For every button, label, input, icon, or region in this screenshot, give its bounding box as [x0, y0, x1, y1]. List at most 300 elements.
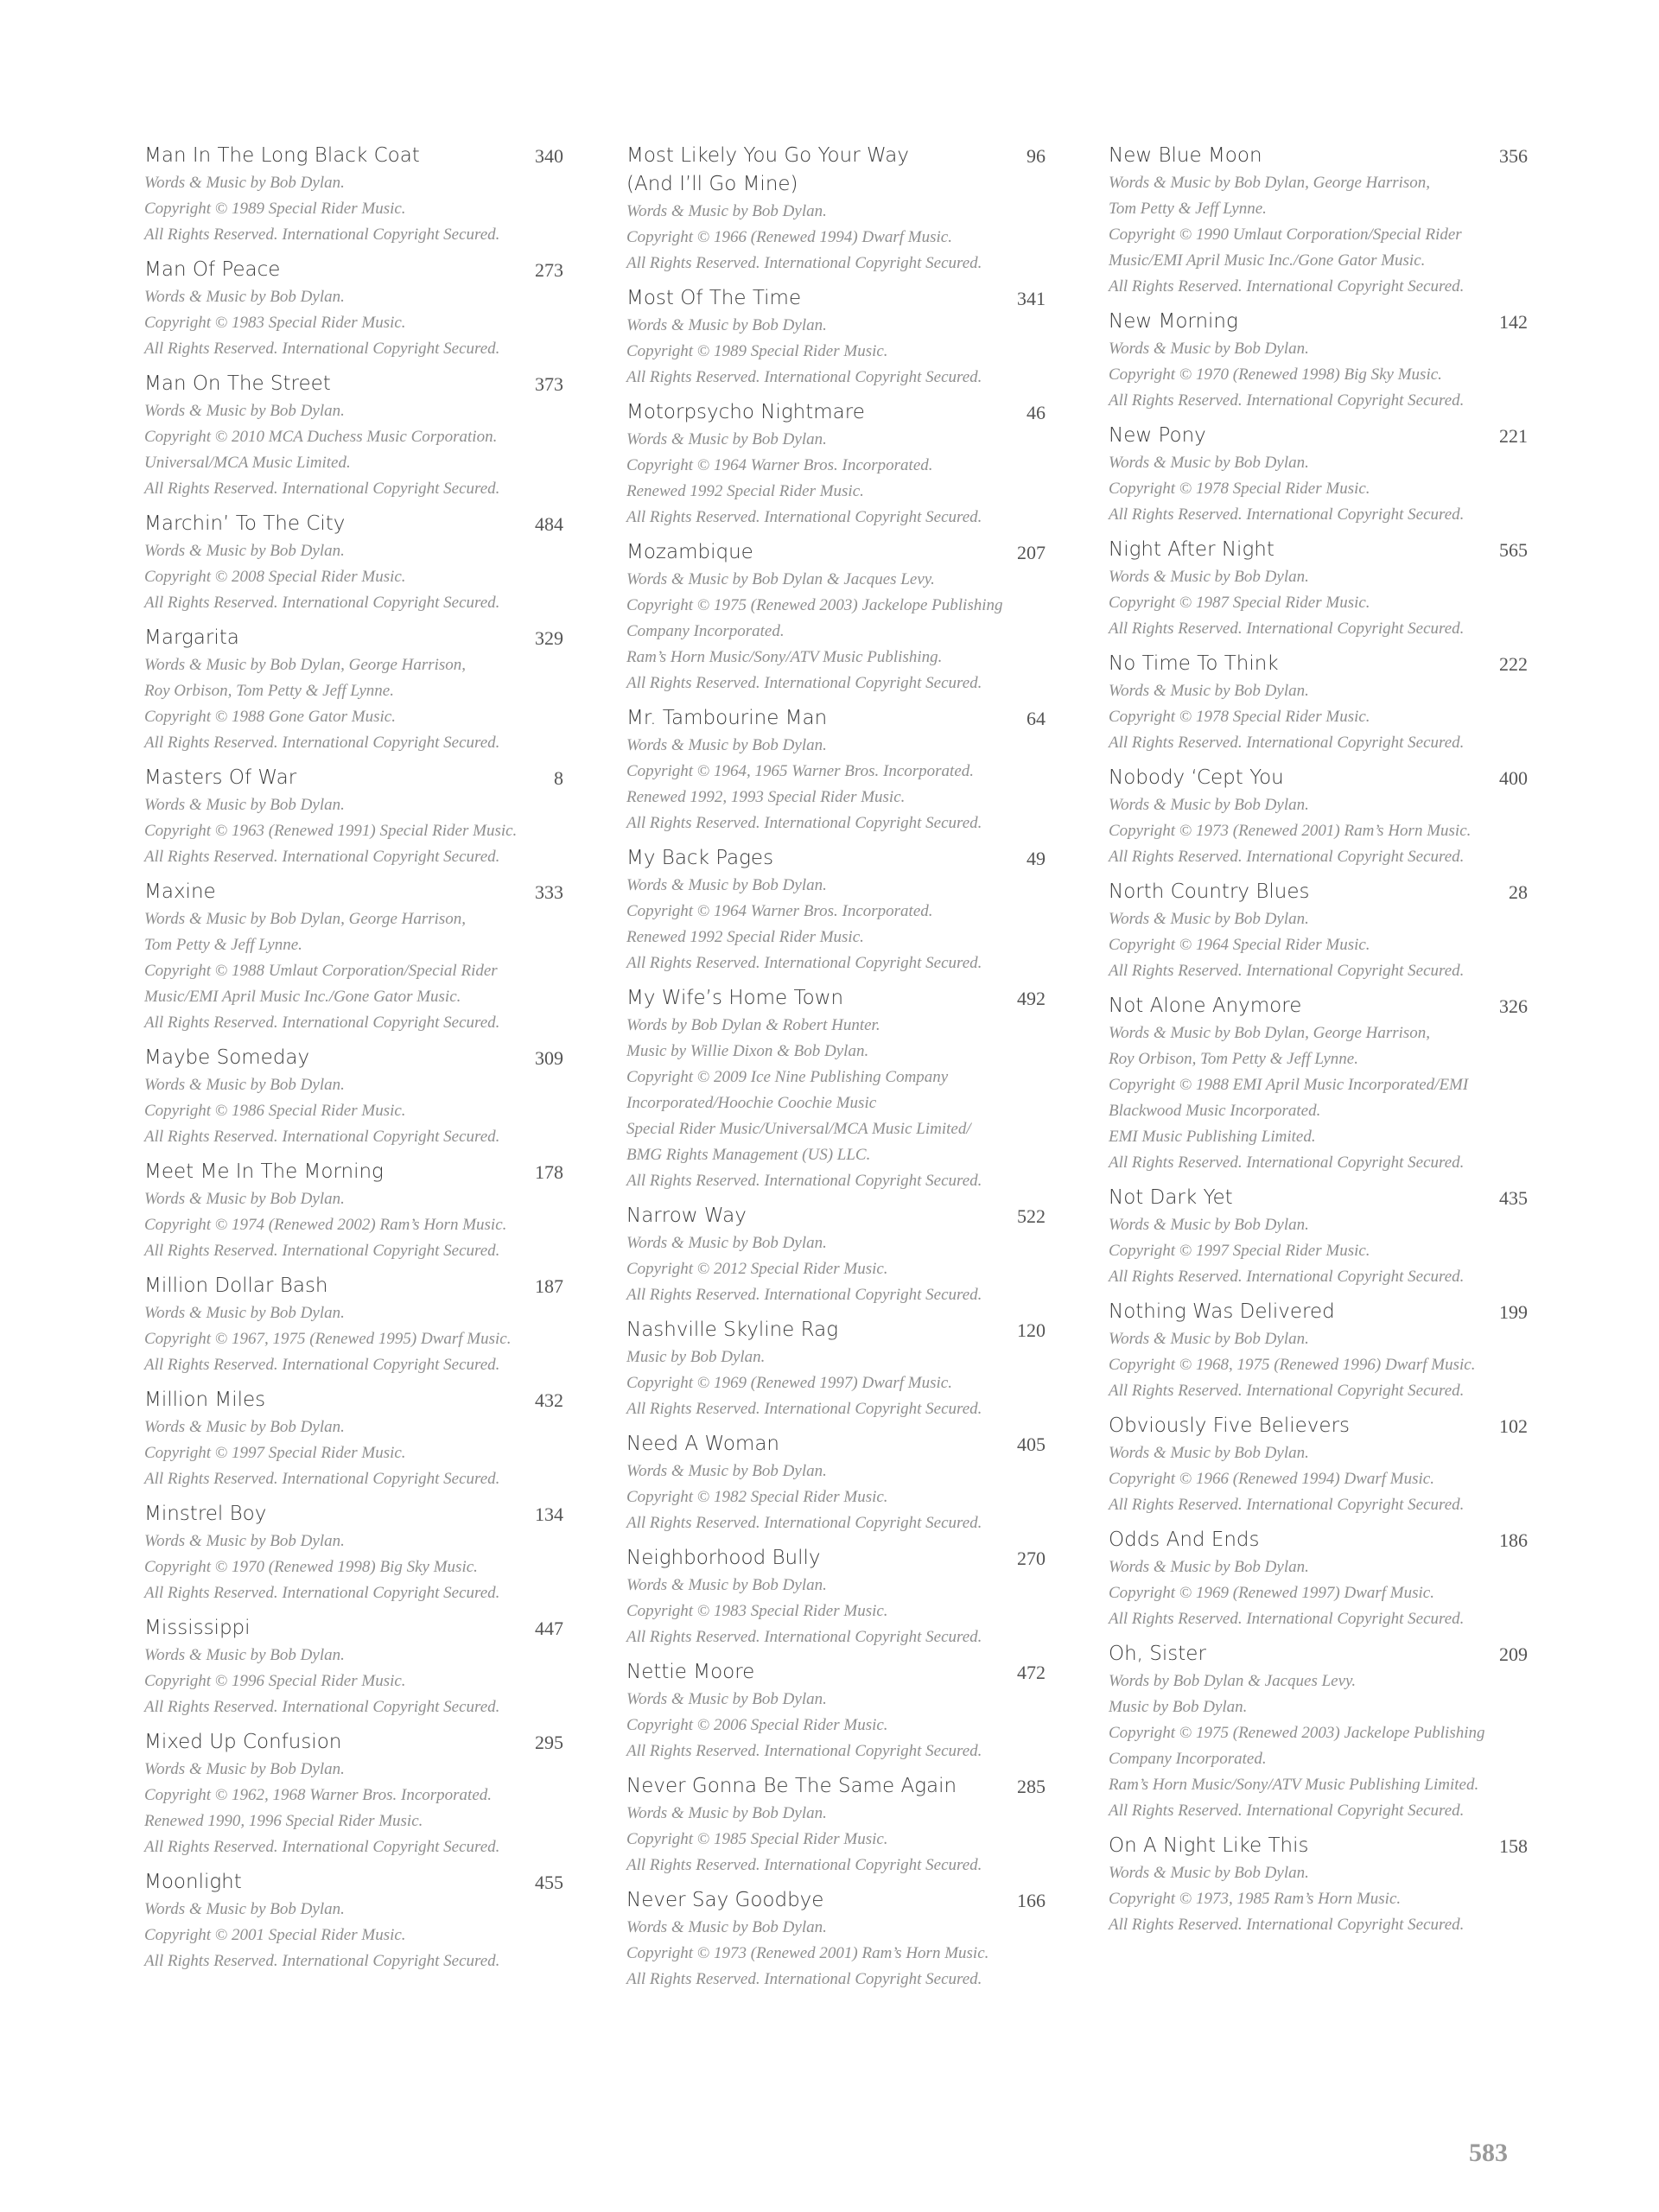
song-page-number: 405 — [1017, 1433, 1046, 1455]
song-title: Neighborhood Bully — [626, 1547, 821, 1569]
credit-line: Words by Bob Dylan & Robert Hunter. — [626, 1016, 880, 1034]
copyright-credits — [626, 1573, 1046, 1650]
credit-line: Words & Music by Bob Dylan. — [1109, 568, 1309, 586]
song-title: Not Dark Yet — [1109, 1186, 1233, 1209]
song-title-row — [626, 398, 1046, 427]
credit-line: Tom Petty & Jeff Lynne. — [1109, 200, 1267, 218]
song-title-row — [1109, 1832, 1528, 1860]
credit-line: Copyright © 1989 Special Rider Music. — [144, 200, 406, 218]
credit-line: Copyright © 2012 Special Rider Music. — [626, 1260, 888, 1278]
credit-line: All Rights Reserved. International Copyright Secured. — [626, 1514, 982, 1532]
song-entry — [144, 1868, 563, 1974]
credit-line: Words & Music by Bob Dylan. — [144, 1900, 345, 1918]
copyright-credits — [626, 873, 1046, 976]
song-page-number: 341 — [1017, 288, 1046, 309]
song-entry — [1109, 422, 1528, 528]
song-entry — [626, 1886, 1046, 1993]
song-page-number: 455 — [535, 1872, 563, 1893]
credit-line: Music/EMI April Music Inc./Gone Gator Music. — [144, 988, 461, 1006]
credit-line: All Rights Reserved. International Copyright Secured. — [144, 1698, 500, 1716]
copyright-credits — [144, 170, 563, 248]
song-page-number: 435 — [1499, 1187, 1528, 1209]
credit-line: Music/EMI April Music Inc./Gone Gator Music. — [1109, 251, 1426, 270]
credit-line: Copyright © 1975 (Renewed 2003) Jackelope Publishing — [626, 596, 1003, 614]
credit-line: Words & Music by Bob Dylan. — [144, 1760, 345, 1778]
song-title-row — [626, 142, 1046, 199]
song-entry — [1109, 1184, 1528, 1290]
song-page-number: 207 — [1017, 542, 1046, 563]
song-title: Million Dollar Bash — [144, 1274, 328, 1297]
song-page-number: 102 — [1499, 1415, 1528, 1437]
credit-line: All Rights Reserved. International Copyright Secured. — [1109, 1916, 1465, 1934]
song-entry — [144, 624, 563, 756]
credit-line: Words & Music by Bob Dylan. — [144, 542, 345, 560]
credit-line: Words & Music by Bob Dylan. — [144, 1646, 345, 1664]
credit-line: All Rights Reserved. International Copyright Secured. — [144, 1838, 500, 1856]
credit-line: All Rights Reserved. International Copyright Secured. — [1109, 962, 1465, 980]
copyright-credits — [626, 733, 1046, 836]
copyright-credits — [144, 1414, 563, 1492]
credit-line: Copyright © 1964 Special Rider Music. — [1109, 936, 1370, 954]
copyright-credits — [1109, 1440, 1528, 1518]
song-title: Need A Woman — [626, 1433, 780, 1455]
song-entry — [626, 398, 1046, 531]
song-page-number: 273 — [535, 259, 563, 281]
copyright-credits — [1109, 170, 1528, 300]
credit-line: Copyright © 2009 Ice Nine Publishing Company — [626, 1068, 949, 1086]
credit-line: Words & Music by Bob Dylan. — [1109, 1216, 1309, 1234]
song-title-row — [626, 1886, 1046, 1915]
song-entry — [144, 1158, 563, 1264]
copyright-credits — [1109, 564, 1528, 642]
song-title-row — [144, 764, 563, 792]
song-title: Mozambique — [626, 541, 753, 563]
credit-line: Music by Bob Dylan. — [626, 1348, 766, 1366]
song-page-number: 333 — [535, 881, 563, 903]
song-page-number: 340 — [535, 145, 563, 167]
song-title-row — [1109, 650, 1528, 678]
copyright-credits — [144, 1300, 563, 1378]
credit-line: All Rights Reserved. International Copyright Secured. — [144, 340, 500, 358]
song-title-row — [144, 1272, 563, 1300]
credit-line: Renewed 1992 Special Rider Music. — [626, 482, 864, 500]
credit-line: Words & Music by Bob Dylan & Jacques Levy. — [626, 570, 935, 588]
song-entry — [626, 538, 1046, 696]
song-entry — [626, 704, 1046, 836]
song-page-number: 134 — [535, 1503, 563, 1525]
credit-line: Words & Music by Bob Dylan. — [144, 1532, 345, 1550]
song-title-row — [144, 370, 563, 398]
credit-line: Words & Music by Bob Dylan. — [1109, 1330, 1309, 1348]
song-title: Margarita — [144, 626, 239, 649]
song-title-row — [626, 1772, 1046, 1801]
song-title-row — [1109, 1298, 1528, 1326]
credit-line: Copyright © 1983 Special Rider Music. — [626, 1602, 888, 1620]
credit-line: All Rights Reserved. International Copyright Secured. — [1109, 505, 1465, 524]
song-entry — [144, 1614, 563, 1720]
song-title-row — [626, 984, 1046, 1013]
song-title: Maxine — [144, 880, 216, 903]
song-entry — [1109, 878, 1528, 984]
credit-line: Words & Music by Bob Dylan. — [144, 402, 345, 420]
song-title-row — [626, 704, 1046, 733]
credit-line: All Rights Reserved. International Copyright Secured. — [144, 1128, 500, 1146]
song-title-row — [144, 142, 563, 170]
song-title: Narrow Way — [626, 1205, 747, 1227]
copyright-credits — [1109, 678, 1528, 756]
copyright-credits — [144, 1643, 563, 1720]
song-title-row — [626, 1430, 1046, 1459]
credit-line: Copyright © 1969 (Renewed 1997) Dwarf Music. — [626, 1374, 952, 1392]
song-title-row — [626, 1316, 1046, 1344]
song-title: Oh, Sister — [1109, 1643, 1206, 1665]
copyright-credits — [1109, 450, 1528, 528]
song-title-row — [1109, 536, 1528, 564]
copyright-credits — [144, 538, 563, 616]
credit-line: All Rights Reserved. International Copyright Secured. — [626, 674, 982, 692]
copyright-credits — [144, 1186, 563, 1264]
song-page-number: 187 — [535, 1275, 563, 1297]
credit-line: Copyright © 2006 Special Rider Music. — [626, 1716, 888, 1734]
copyright-credits — [144, 792, 563, 870]
song-title: Never Gonna Be The Same Again — [626, 1775, 957, 1797]
song-page-number: 186 — [1499, 1529, 1528, 1551]
song-title: Moonlight — [144, 1871, 242, 1893]
credit-line: All Rights Reserved. International Copyright Secured. — [1109, 1154, 1465, 1172]
credit-line: Copyright © 1973 (Renewed 2001) Ram’s Horn Music. — [1109, 822, 1471, 840]
song-title-row — [144, 256, 563, 284]
song-entry — [144, 764, 563, 870]
credit-line: All Rights Reserved. International Copyright Secured. — [1109, 848, 1465, 866]
song-title: Mississippi — [144, 1617, 251, 1639]
song-title-row — [144, 1386, 563, 1414]
copyright-credits — [144, 284, 563, 362]
copyright-credits — [144, 906, 563, 1036]
copyright-credits — [144, 652, 563, 756]
credit-line: All Rights Reserved. International Copyright Secured. — [1109, 1496, 1465, 1514]
credit-line: All Rights Reserved. International Copyright Secured. — [1109, 1382, 1465, 1400]
credit-line: Roy Orbison, Tom Petty & Jeff Lynne. — [144, 682, 394, 700]
credit-line: Copyright © 1987 Special Rider Music. — [1109, 594, 1370, 612]
credit-line: Copyright © 1985 Special Rider Music. — [626, 1830, 888, 1848]
song-title-row — [144, 1614, 563, 1643]
song-title-row — [144, 878, 563, 906]
song-page-number: 96 — [1027, 145, 1046, 167]
credit-line: Universal/MCA Music Limited. — [144, 454, 351, 472]
copyright-credits — [1109, 1212, 1528, 1290]
credit-line: Copyright © 1966 (Renewed 1994) Dwarf Music. — [626, 228, 952, 246]
credit-line: Copyright © 1966 (Renewed 1994) Dwarf Music. — [1109, 1470, 1434, 1488]
song-title-row — [1109, 142, 1528, 170]
song-title: New Blue Moon — [1109, 144, 1262, 167]
song-page-number: 522 — [1017, 1205, 1046, 1227]
credit-line: Words & Music by Bob Dylan, George Harrison, — [144, 656, 467, 674]
song-entry — [626, 1202, 1046, 1308]
song-page-number: 222 — [1499, 653, 1528, 675]
copyright-credits — [144, 1529, 563, 1606]
credit-line: Words & Music by Bob Dylan. — [626, 430, 827, 448]
copyright-credits — [1109, 792, 1528, 870]
credit-line: Copyright © 1986 Special Rider Music. — [144, 1102, 406, 1120]
credit-line: All Rights Reserved. International Copyright Secured. — [626, 814, 982, 832]
credit-line: Copyright © 1978 Special Rider Music. — [1109, 480, 1370, 498]
song-title-row — [144, 1500, 563, 1529]
credit-line: Words & Music by Bob Dylan. — [626, 1804, 827, 1822]
credit-line: All Rights Reserved. International Copyright Secured. — [144, 1952, 500, 1970]
copyright-credits — [144, 398, 563, 502]
song-entry — [144, 1044, 563, 1150]
credit-line: All Rights Reserved. International Copyright Secured. — [1109, 734, 1465, 752]
song-title-row — [626, 284, 1046, 313]
song-page-number: 356 — [1499, 145, 1528, 167]
song-title: Minstrel Boy — [144, 1503, 267, 1525]
song-entry — [1109, 142, 1528, 300]
credit-line: Copyright © 1988 EMI April Music Incorporated/EMI — [1109, 1076, 1469, 1094]
song-title-row — [144, 1868, 563, 1897]
song-title-row — [626, 1658, 1046, 1687]
song-entry — [1109, 1298, 1528, 1404]
credit-line: All Rights Reserved. International Copyright Secured. — [144, 848, 500, 866]
credit-line: Words & Music by Bob Dylan. — [1109, 340, 1309, 358]
song-title: Nobody ‘Cept You — [1109, 766, 1284, 789]
index-column-1 — [144, 142, 563, 1982]
song-title: Nettie Moore — [626, 1661, 755, 1683]
song-title: Man In The Long Black Coat — [144, 144, 420, 167]
credit-line: All Rights Reserved. International Copyright Secured. — [144, 734, 500, 752]
song-entry — [626, 1772, 1046, 1878]
credit-line: All Rights Reserved. International Copyright Secured. — [1109, 277, 1465, 296]
song-entry — [626, 142, 1046, 276]
credit-line: Copyright © 1990 Umlaut Corporation/Special Rider — [1109, 226, 1462, 244]
credit-line: Words & Music by Bob Dylan. — [144, 174, 345, 192]
credit-line: Ram’s Horn Music/Sony/ATV Music Publishing Limited. — [1109, 1776, 1479, 1794]
credit-line: Copyright © 1970 (Renewed 1998) Big Sky Music. — [144, 1558, 478, 1576]
song-entry — [626, 1658, 1046, 1764]
credit-line: All Rights Reserved. International Copyright Secured. — [1109, 1610, 1465, 1628]
song-title: Man Of Peace — [144, 258, 281, 281]
credit-line: Copyright © 2001 Special Rider Music. — [144, 1926, 406, 1944]
song-entry — [144, 1386, 563, 1492]
song-title-row — [1109, 422, 1528, 450]
song-entry — [144, 1272, 563, 1378]
song-title: My Back Pages — [626, 847, 774, 869]
song-page-number: 472 — [1017, 1662, 1046, 1683]
credit-line: All Rights Reserved. International Copyright Secured. — [626, 1400, 982, 1418]
credit-line: Ram’s Horn Music/Sony/ATV Music Publishing. — [626, 648, 943, 666]
copyright-credits — [1109, 1554, 1528, 1632]
song-page-number: 28 — [1509, 881, 1528, 903]
credit-line: Words & Music by Bob Dylan. — [626, 316, 827, 334]
credit-line: Blackwood Music Incorporated. — [1109, 1102, 1321, 1120]
copyright-credits — [626, 199, 1046, 276]
credit-line: Copyright © 1973, 1985 Ram’s Horn Music. — [1109, 1890, 1402, 1908]
song-title: Most Likely You Go Your Way (And I’ll Go Mine) — [626, 144, 909, 195]
song-entry — [144, 256, 563, 362]
credit-line: Words & Music by Bob Dylan. — [144, 1076, 345, 1094]
copyright-credits — [626, 1801, 1046, 1878]
song-title-row — [626, 1202, 1046, 1230]
copyright-credits — [626, 1915, 1046, 1993]
song-page-number: 166 — [1017, 1890, 1046, 1911]
credit-line: Copyright © 1970 (Renewed 1998) Big Sky Music. — [1109, 365, 1442, 384]
credit-line: Words by Bob Dylan & Jacques Levy. — [1109, 1672, 1357, 1690]
credit-line: Words & Music by Bob Dylan. — [1109, 796, 1309, 814]
credit-line: All Rights Reserved. International Copyright Secured. — [626, 368, 982, 386]
credit-line: Words & Music by Bob Dylan. — [1109, 682, 1309, 700]
credit-line: Company Incorporated. — [1109, 1750, 1267, 1768]
song-title: New Morning — [1109, 310, 1238, 333]
credit-line: All Rights Reserved. International Copyright Secured. — [626, 1628, 982, 1646]
copyright-credits — [144, 1757, 563, 1860]
credit-line: Words & Music by Bob Dylan. — [1109, 454, 1309, 472]
credit-line: Company Incorporated. — [626, 622, 785, 640]
credit-line: All Rights Reserved. International Copyright Secured. — [626, 1742, 982, 1760]
song-title: Meet Me In The Morning — [144, 1160, 384, 1183]
credit-line: Copyright © 1964, 1965 Warner Bros. Incorporated. — [626, 762, 974, 780]
song-title: Never Say Goodbye — [626, 1889, 824, 1911]
copyright-credits — [626, 313, 1046, 391]
credit-line: Copyright © 1988 Umlaut Corporation/Special Rider — [144, 962, 498, 980]
credit-line: All Rights Reserved. International Copyright Secured. — [144, 226, 500, 244]
page-number: 583 — [1469, 2139, 1508, 2167]
credit-line: Copyright © 1978 Special Rider Music. — [1109, 708, 1370, 726]
credit-line: All Rights Reserved. International Copyright Secured. — [144, 594, 500, 612]
copyright-credits — [1109, 336, 1528, 414]
song-title: Million Miles — [144, 1389, 266, 1411]
song-page-number: 178 — [535, 1161, 563, 1183]
song-entry — [626, 284, 1046, 391]
song-page-number: 400 — [1499, 767, 1528, 789]
credit-line: Words & Music by Bob Dylan. — [144, 1304, 345, 1322]
credit-line: All Rights Reserved. International Copyright Secured. — [144, 1470, 500, 1488]
credit-line: Words & Music by Bob Dylan. — [626, 1918, 827, 1936]
credit-line: All Rights Reserved. International Copyright Secured. — [1109, 620, 1465, 638]
song-page-number: 326 — [1499, 995, 1528, 1017]
credit-line: Copyright © 1973 (Renewed 2001) Ram’s Horn Music. — [626, 1944, 989, 1962]
song-title-row — [144, 1044, 563, 1072]
credit-line: All Rights Reserved. International Copyright Secured. — [144, 1356, 500, 1374]
credit-line: Words & Music by Bob Dylan. — [626, 1234, 827, 1252]
credit-line: Words & Music by Bob Dylan. — [626, 736, 827, 754]
copyright-credits — [1109, 1020, 1528, 1176]
credit-line: Words & Music by Bob Dylan. — [1109, 910, 1309, 928]
song-page-number: 199 — [1499, 1301, 1528, 1323]
copyright-credits — [626, 1687, 1046, 1764]
song-entry — [1109, 1832, 1528, 1938]
song-title: New Pony — [1109, 424, 1206, 447]
credit-line: All Rights Reserved. International Copyright Secured. — [626, 254, 982, 272]
credit-line: All Rights Reserved. International Copyright Secured. — [144, 1584, 500, 1602]
song-entry — [626, 1544, 1046, 1650]
song-entry — [626, 844, 1046, 976]
song-page-number: 158 — [1499, 1835, 1528, 1857]
song-entry — [1109, 992, 1528, 1176]
copyright-credits — [626, 1459, 1046, 1536]
credit-line: Music by Willie Dixon & Bob Dylan. — [626, 1042, 869, 1060]
song-page-number: 221 — [1499, 425, 1528, 447]
song-title-row — [1109, 764, 1528, 792]
song-page-number: 309 — [535, 1047, 563, 1069]
copyright-credits — [1109, 906, 1528, 984]
credit-line: All Rights Reserved. International Copyright Secured. — [144, 480, 500, 498]
credit-line: Words & Music by Bob Dylan. — [626, 1690, 827, 1708]
song-title: Marchin’ To The City — [144, 512, 346, 535]
credit-line: Music by Bob Dylan. — [1109, 1698, 1248, 1716]
song-title: Man On The Street — [144, 372, 331, 395]
song-entry — [1109, 1526, 1528, 1632]
credit-line: Copyright © 1997 Special Rider Music. — [144, 1444, 406, 1462]
index-column-3 — [1109, 142, 1528, 1946]
song-entry — [144, 370, 563, 502]
credit-line: Words & Music by Bob Dylan. — [626, 202, 827, 220]
song-title: North Country Blues — [1109, 880, 1310, 903]
credit-line: Words & Music by Bob Dylan, George Harrison, — [144, 910, 467, 928]
credit-line: Tom Petty & Jeff Lynne. — [144, 936, 302, 954]
copyright-credits — [626, 1344, 1046, 1422]
credit-line: All Rights Reserved. International Copyright Secured. — [626, 1856, 982, 1874]
credit-line: Words & Music by Bob Dylan, George Harrison, — [1109, 1024, 1431, 1042]
credit-line: Copyright © 1964 Warner Bros. Incorporated. — [626, 456, 933, 474]
copyright-credits — [626, 1230, 1046, 1308]
credit-line: All Rights Reserved. International Copyright Secured. — [626, 1970, 982, 1988]
song-title: Nashville Skyline Rag — [626, 1319, 839, 1341]
credit-line: Copyright © 1989 Special Rider Music. — [626, 342, 888, 360]
credit-line: Words & Music by Bob Dylan, George Harrison, — [1109, 174, 1431, 192]
song-entry — [626, 1316, 1046, 1422]
credit-line: All Rights Reserved. International Copyright Secured. — [626, 508, 982, 526]
song-page-number: 484 — [535, 513, 563, 535]
credit-line: Copyright © 1967, 1975 (Renewed 1995) Dwarf Music. — [144, 1330, 512, 1348]
song-page-number: 447 — [535, 1618, 563, 1639]
song-page-number: 64 — [1027, 708, 1046, 729]
credit-line: Words & Music by Bob Dylan. — [144, 1190, 345, 1208]
credit-line: Roy Orbison, Tom Petty & Jeff Lynne. — [1109, 1050, 1358, 1068]
credit-line: Copyright © 1996 Special Rider Music. — [144, 1672, 406, 1690]
credit-line: EMI Music Publishing Limited. — [1109, 1128, 1316, 1146]
song-page-number: 295 — [535, 1732, 563, 1753]
credit-line: Copyright © 1964 Warner Bros. Incorporated. — [626, 902, 933, 920]
credit-line: Words & Music by Bob Dylan. — [144, 288, 345, 306]
song-entry — [144, 1728, 563, 1860]
song-entry — [1109, 308, 1528, 414]
song-title: Motorpsycho Nightmare — [626, 401, 865, 423]
song-title: Odds And Ends — [1109, 1529, 1260, 1551]
song-page-number: 270 — [1017, 1548, 1046, 1569]
song-title-row — [1109, 878, 1528, 906]
credit-line: Renewed 1992 Special Rider Music. — [626, 928, 864, 946]
song-title-row — [1109, 1640, 1528, 1669]
credit-line: All Rights Reserved. International Copyright Secured. — [626, 954, 982, 972]
song-title-row — [144, 1728, 563, 1757]
credit-line: Words & Music by Bob Dylan. — [626, 876, 827, 894]
song-page-number: 209 — [1499, 1643, 1528, 1665]
song-title-row — [1109, 308, 1528, 336]
song-entry — [1109, 536, 1528, 642]
credit-line: Renewed 1990, 1996 Special Rider Music. — [144, 1812, 423, 1830]
song-entry — [144, 1500, 563, 1606]
song-title: Nothing Was Delivered — [1109, 1300, 1335, 1323]
song-title-row — [626, 1544, 1046, 1573]
song-title: On A Night Like This — [1109, 1834, 1309, 1857]
copyright-credits — [1109, 1860, 1528, 1938]
credit-line: Words & Music by Bob Dylan. — [144, 796, 345, 814]
song-title: My Wife’s Home Town — [626, 987, 844, 1009]
song-page-number: 49 — [1027, 848, 1046, 869]
credit-line: All Rights Reserved. International Copyright Secured. — [1109, 391, 1465, 410]
song-title-row — [626, 538, 1046, 567]
index-column-2 — [626, 142, 1046, 2000]
credit-line: All Rights Reserved. International Copyright Secured. — [1109, 1802, 1465, 1820]
